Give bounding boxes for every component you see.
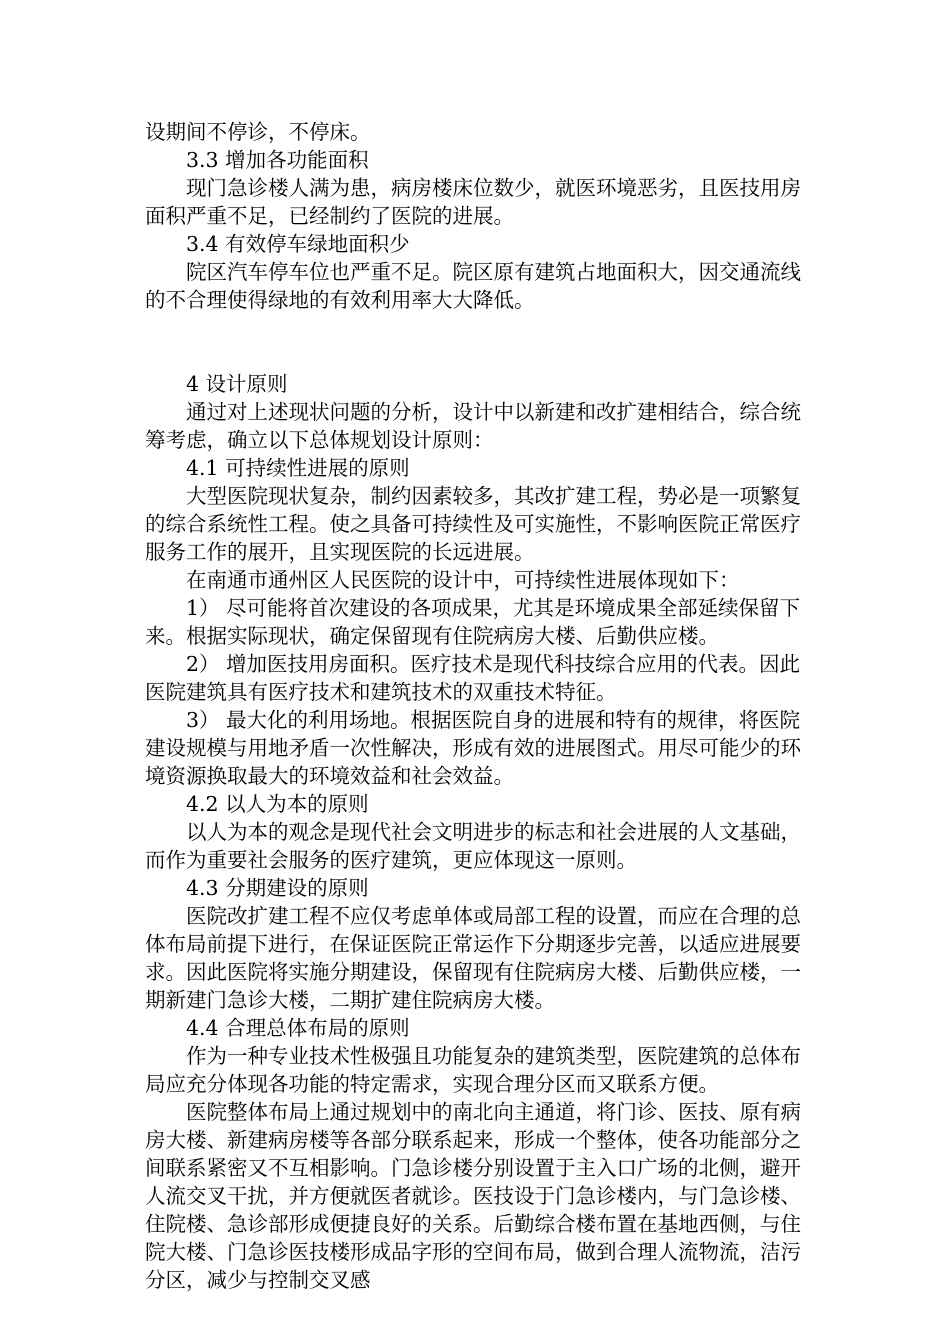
- section-heading: 3.3 增加各功能面积: [186, 148, 369, 172]
- section-heading: 4 设计原则: [186, 372, 288, 396]
- section-heading: 4.4 合理总体布局的原则: [186, 1016, 410, 1040]
- paragraph: 大型医院现状复杂，制约因素较多，其改扩建工程，势必是一项繁复的综合系统性工程。使之具备可持续性及可实施性，不影响医院正常医疗服务工作的展开，且实现医院的长远进展。: [145, 484, 801, 564]
- blank-gap: [145, 314, 813, 370]
- section-heading: 4.1 可持续性进展的原则: [186, 456, 410, 480]
- list-item: 3） 最大化的利用场地。根据医院自身的进展和特有的规律，将医院建设规模与用地矛盾一次性解决，形成有效的进展图式。用尽可能少的环境资源换取最大的环境效益和社会效益。: [145, 708, 801, 788]
- paragraph: 作为一种专业技术性极强且功能复杂的建筑类型，医院建筑的总体布局应充分体现各功能的特定需求，实现合理分区而又联系方便。: [145, 1044, 801, 1096]
- paragraph: 现门急诊楼人满为患，病房楼床位数少，就医环境恶劣，且医技用房面积严重不足，已经制约了医院的进展。: [145, 176, 801, 228]
- list-item: 1） 尽可能将首次建设的各项成果，尤其是环境成果全部延续保留下来。根据实际现状，确定保留现有住院病房大楼、后勤供应楼。: [145, 596, 801, 648]
- paragraph: 医院整体布局上通过规划中的南北向主通道，将门诊、医技、原有病房大楼、新建病房楼等各部分联系起来，形成一个整体，使各功能部分之间联系紧密又不互相影响。门急诊楼分别设置于主入口广场的北侧，避开人流交叉干扰，并方便就医者就诊。医技设于门急诊楼内，与门急诊楼、住院楼、急诊部形成便捷良好的关系。后勤综合楼布置在基地西侧，与住院大楼、门急诊医技楼形成品字形的空间布局，做到合理人流物流，洁污分区，减少与控制交叉感: [145, 1100, 801, 1292]
- paragraph: 以人为本的观念是现代社会文明进步的标志和社会进展的人文基础，而作为重要社会服务的医疗建筑，更应体现这一原则。: [145, 820, 801, 872]
- paragraph: 医院改扩建工程不应仅考虑单体或局部工程的设置，而应在合理的总体布局前提下进行，在保证医院正常运作下分期逐步完善，以适应进展要求。因此医院将实施分期建设，保留现有住院病房大楼、后勤供应楼，一期新建门急诊大楼，二期扩建住院病房大楼。: [145, 904, 801, 1012]
- paragraph: 院区汽车停车位也严重不足。院区原有建筑占地面积大，因交通流线的不合理使得绿地的有效利用率大大降低。: [145, 260, 801, 312]
- paragraph: 在南通市通州区人民医院的设计中，可持续性进展体现如下：: [186, 568, 740, 592]
- document-page: [145, 118, 813, 1294]
- list-item: 2） 增加医技用房面积。医疗技术是现代科技综合应用的代表。因此医院建筑具有医疗技术和建筑技术的双重技术特征。: [145, 652, 801, 704]
- paragraph: 设期间不停诊，不停床。: [145, 120, 371, 144]
- paragraph: 通过对上述现状问题的分析，设计中以新建和改扩建相结合，综合统筹考虑，确立以下总体规划设计原则：: [145, 400, 801, 452]
- section-heading: 4.3 分期建设的原则: [186, 876, 369, 900]
- section-heading: 3.4 有效停车绿地面积少: [186, 232, 410, 256]
- section-heading: 4.2 以人为本的原则: [186, 792, 369, 816]
